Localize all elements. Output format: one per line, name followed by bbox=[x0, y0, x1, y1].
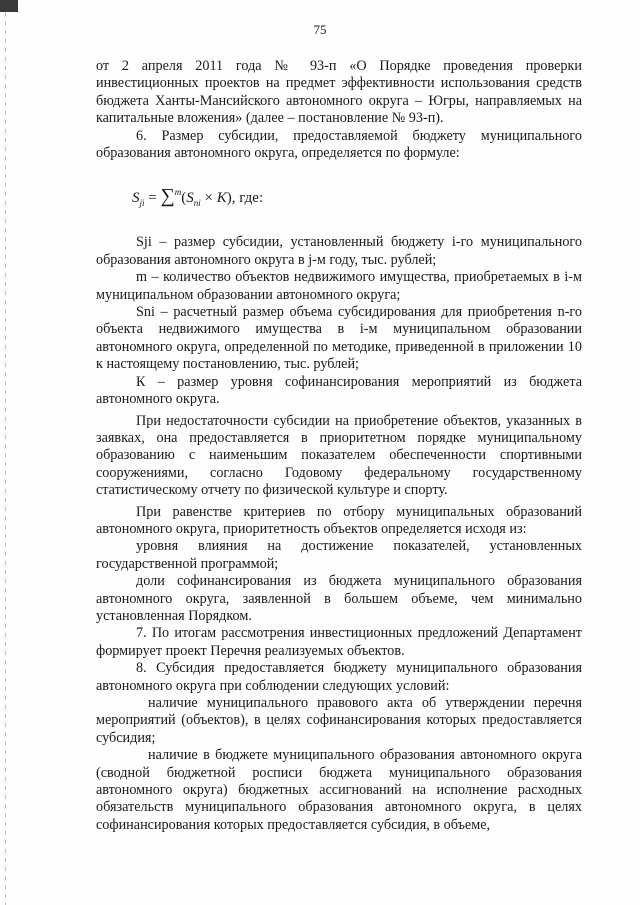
formula-equals: = bbox=[148, 190, 157, 207]
paragraph-def-m: m – количество объектов недвижимого имущества, приобретаемых в i-м муниципальном образовании автономного округа; bbox=[96, 269, 582, 303]
paragraph-item-6: 6. Размер субсидии, предоставляемой бюджету муниципального образования автономного округа, определяется по формуле: bbox=[96, 127, 582, 162]
paragraph-item-7: 7. По итогам рассмотрения инвестиционных предложений Департамент формирует проект Перечня реализуемых объектов. bbox=[96, 625, 582, 659]
paragraph-criterion-influence: уровня влияния на достижение показателей, установленных государственной программой; bbox=[96, 538, 582, 572]
paragraph-def-sni: Sni – расчетный размер объема субсидирования для приобретения n-го объекта недвижимого имущества в i-м муниципальном образовании автономного округа, определенной по методике, приведенной в приложении 10 к настоящему постановлению, тыс. рублей; bbox=[96, 304, 582, 373]
formula-s-subscript: ji bbox=[139, 198, 145, 209]
paragraph-def-k: К – размер уровня софинансирования мероприятий из бюджета автономного округа. bbox=[96, 373, 582, 408]
formula-sum-sign: ∑ bbox=[160, 185, 175, 208]
paragraph-equal-criteria: При равенстве критериев по отбору муниципальных образований автономного округа, приоритетность объектов определяется исходя из: bbox=[96, 503, 582, 537]
formula-paren-open: ( bbox=[181, 190, 187, 207]
paragraph-resolution-reference: от 2 апреля 2011 года № 93-п «О Порядке проведения проверки инвестиционных проектов на предмет эффективности использования средств бюджета Ханты-Мансийского автономного округа – Югры, направляемых на капитальные вложения» (далее – постановление № 93-п). bbox=[96, 58, 582, 127]
scan-edge-mark bbox=[0, 0, 18, 12]
formula-times: × bbox=[204, 190, 213, 207]
document-body bbox=[96, 58, 582, 834]
paragraph-item-8: 8. Субсидия предоставляется бюджету муниципального образования автономного округа при соблюдении следующих условий: bbox=[96, 660, 582, 694]
formula-sum-upper: m bbox=[174, 187, 182, 198]
paragraph-def-sji: Sji – размер субсидии, установленный бюджету i-го муниципального образования автономного округа в j-м году, тыс. рублей; bbox=[96, 234, 582, 268]
paragraph-condition-budget: наличие в бюджете муниципального образования автономного округа (сводной бюджетной росписи бюджета муниципального образования автономного округа) бюджетных ассигнований на исполнение расходных обязательств муниципального образования автономного округа, в целях софинансирования которых предоставляется субсидия, в объеме, bbox=[96, 747, 582, 833]
formula-s: S bbox=[132, 190, 140, 207]
paragraph-insufficiency: При недостаточности субсидии на приобретение объектов, указанных в заявках, она предоставляется в приоритетном порядке муниципальному образованию с наименьшим показателем обеспеченности спортивными сооружениями, согласно Годовому федеральному государственному статистическому отчету по физической культуре и спорту. bbox=[96, 412, 582, 499]
scan-edge-line bbox=[5, 12, 6, 905]
formula-paren-close: ) bbox=[226, 190, 232, 207]
page-number: 75 bbox=[313, 22, 327, 37]
formula-suffix: , где: bbox=[231, 190, 264, 207]
paragraph-condition-legal-act: наличие муниципального правового акта об утверждении перечня мероприятий (объектов), в целях софинансирования которых предоставляется субсидия; bbox=[96, 695, 582, 746]
formula-k: K bbox=[216, 190, 227, 207]
formula-sn-subscript: ni bbox=[193, 198, 201, 209]
paragraph-criterion-share: доли софинансирования из бюджета муниципального образования автономного округа, заявленной в большем объеме, чем минимально установленная Порядком. bbox=[96, 573, 582, 624]
formula-sn: S bbox=[186, 190, 194, 207]
subsidy-formula bbox=[132, 180, 582, 209]
